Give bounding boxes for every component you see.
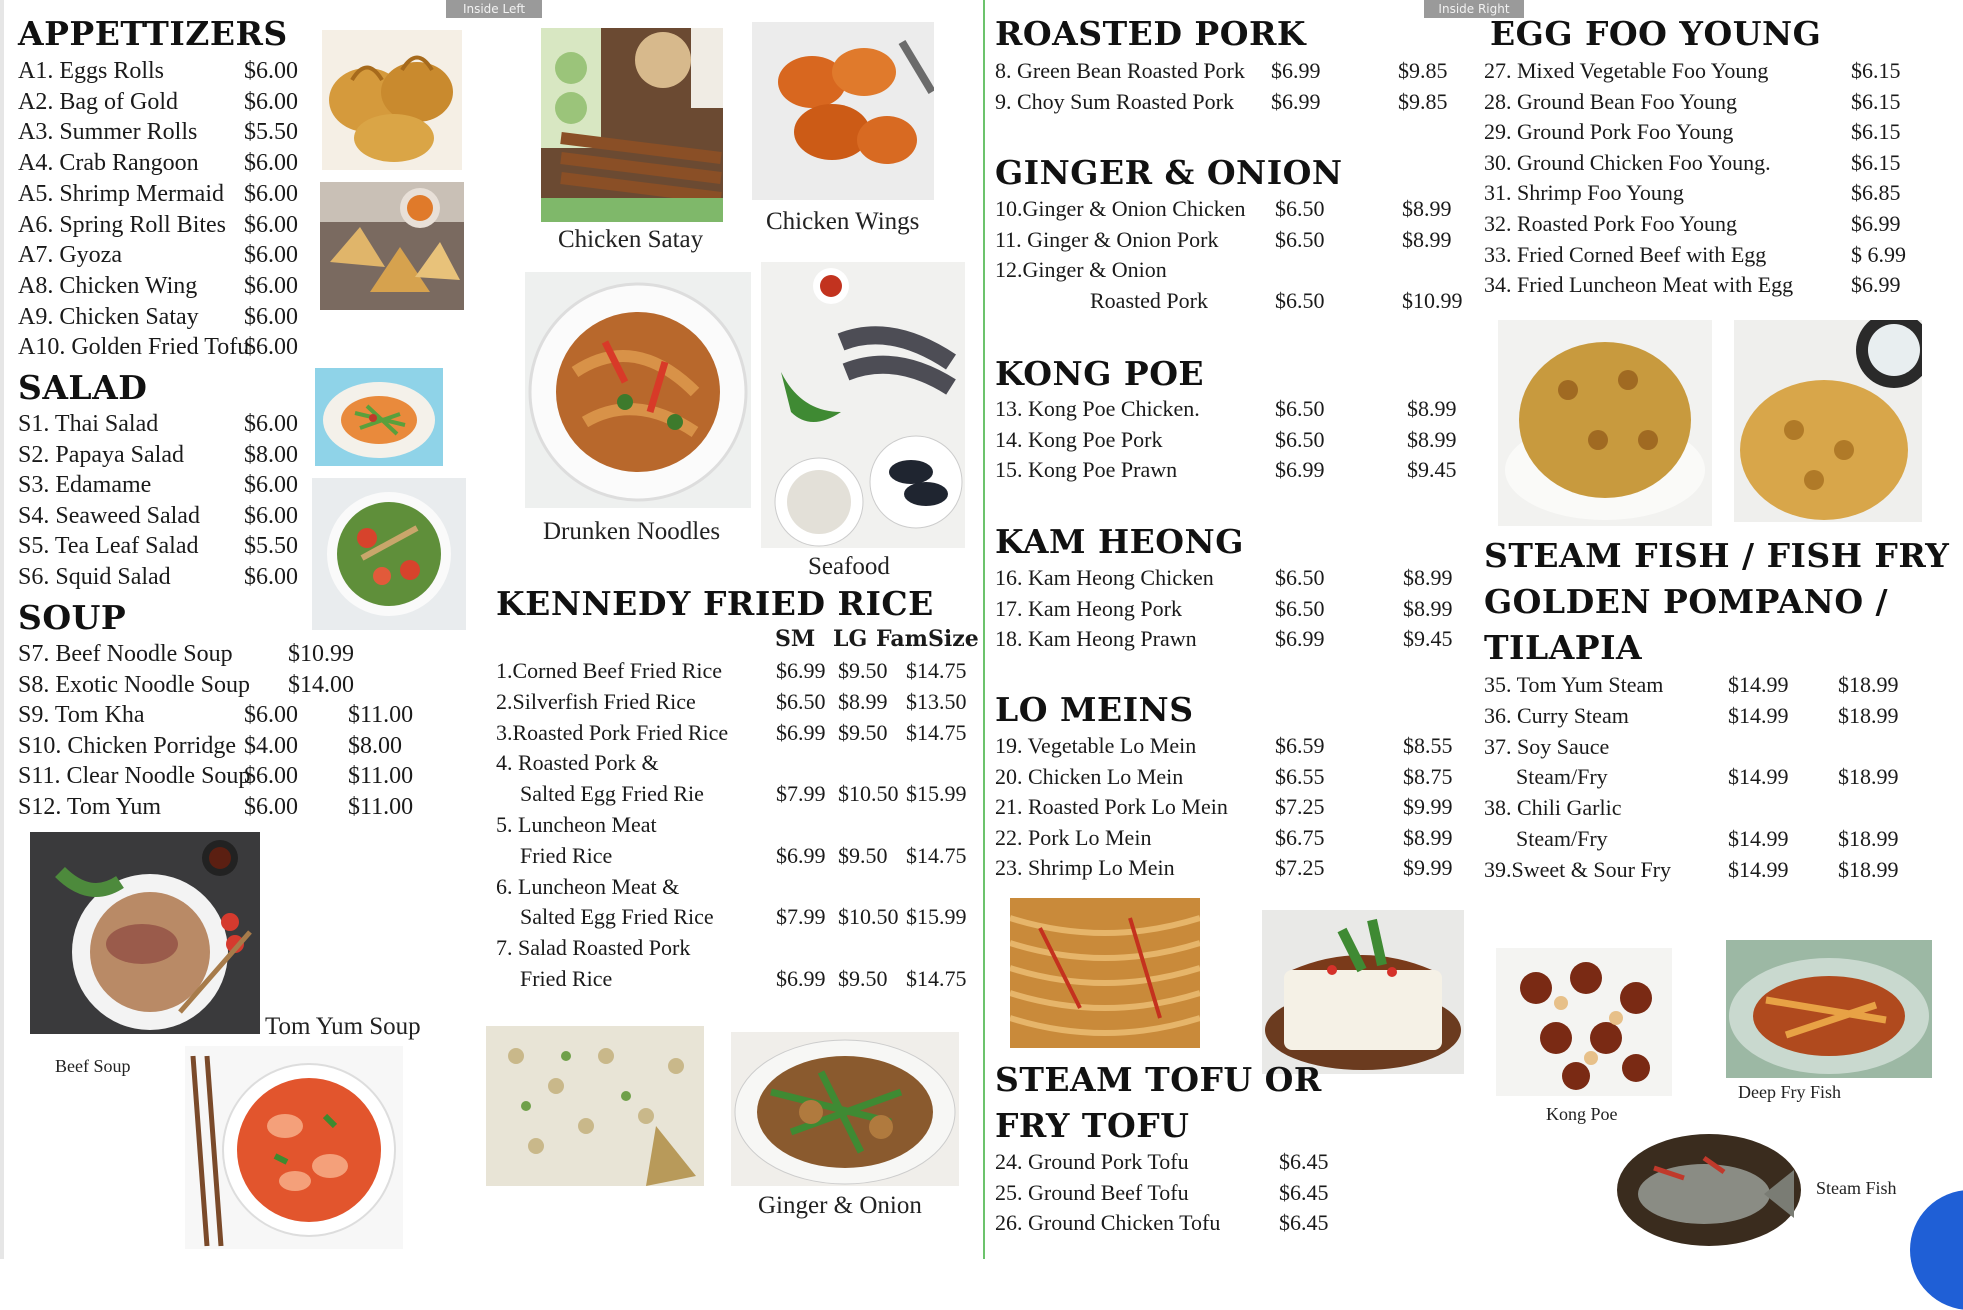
menu-item-name: S8. Exotic Noodle Soup	[18, 671, 250, 698]
menu-item-name: 34. Fried Luncheon Meat with Egg	[1484, 272, 1794, 298]
menu-item-price: $6.00	[244, 334, 298, 361]
menu-item-name: A4. Crab Rangoon	[18, 150, 199, 177]
menu-item-price: $6.00	[244, 411, 298, 437]
tom-yum-soup-photo	[30, 832, 260, 1034]
menu-item-name: 32. Roasted Pork Foo Young	[1484, 211, 1738, 236]
menu-item-price: $6.45	[1279, 1149, 1329, 1174]
menu-item-name: 8. Green Bean Roasted Pork	[995, 58, 1245, 83]
menu-item-price: $6.00	[244, 763, 298, 790]
chicken-wings-photo	[752, 22, 934, 200]
menu-item-name: A3. Summer Rolls	[18, 119, 198, 146]
menu-item-name: 7. Salad Roasted Pork	[496, 935, 691, 961]
price-famsize: $14.75	[906, 658, 967, 683]
menu-item-price: $5.50	[244, 533, 298, 560]
menu-item-name: 16. Kam Heong Chicken	[995, 565, 1214, 590]
price-large: $9.99	[1403, 794, 1453, 820]
menu-item-name: 14. Kong Poe Pork	[995, 426, 1163, 452]
soup-heading: SOUP	[18, 598, 127, 637]
price-small: $6.99	[1271, 88, 1321, 114]
price-sm: $7.99	[776, 781, 826, 807]
price-famsize: $14.75	[906, 842, 967, 868]
menu-item-price: $11.00	[348, 763, 414, 790]
price-large: $8.99	[1403, 565, 1453, 590]
price-small: $6.50	[1275, 396, 1325, 421]
price-large: $8.99	[1407, 426, 1457, 452]
steam-fish-caption: Steam Fish	[1816, 1178, 1897, 1198]
menu-item-name: 26. Ground Chicken Tofu	[995, 1210, 1221, 1236]
price-small: $6.50	[1275, 565, 1325, 590]
menu-item-name: S11. Clear Noodle Soup	[18, 763, 251, 790]
ginger-onion-heading: GINGER & ONION	[995, 153, 1343, 192]
menu-item-name: 20. Chicken Lo Mein	[995, 763, 1184, 789]
price-sm: $6.50	[776, 688, 826, 714]
fried-rice-photo	[486, 1026, 704, 1186]
menu-item-price: $4.00	[244, 732, 298, 759]
menu-item-price: $8.00	[348, 732, 402, 759]
fish-heading-line2: GOLDEN POMPANO /	[1484, 582, 1889, 621]
papaya-salad-photo	[312, 478, 466, 630]
menu-item-name: 12.Ginger & Onion	[995, 257, 1167, 283]
chicken-wings-caption: Chicken Wings	[766, 208, 920, 235]
menu-item-name: A6. Spring Roll Bites	[18, 211, 227, 238]
menu-item-name: 3.Roasted Pork Fried Rice	[496, 719, 729, 745]
price-lg: $9.50	[838, 966, 888, 991]
menu-item-name: 24. Ground Pork Tofu	[995, 1149, 1189, 1174]
salad-heading: SALAD	[18, 368, 148, 407]
menu-item-name: 29. Ground Pork Foo Young	[1484, 119, 1734, 145]
price-famsize: $13.50	[906, 688, 967, 714]
deep-fry-fish-photo	[1726, 940, 1932, 1078]
menu-item-name: A5. Shrimp Mermaid	[18, 180, 224, 207]
menu-item-price: $6.00	[244, 88, 298, 115]
menu-item-name: 33. Fried Corned Beef with Egg	[1484, 241, 1767, 267]
menu-item-price: $6.99	[1851, 211, 1901, 236]
price-small: $6.50	[1275, 287, 1325, 313]
price-large: $8.99	[1407, 396, 1457, 421]
kam-heong-heading: KAM HEONG	[995, 522, 1244, 561]
menu-item-name: S6. Squid Salad	[18, 564, 171, 590]
price-small: $14.99	[1728, 672, 1789, 697]
menu-item-price: $6.00	[244, 150, 298, 177]
menu-item-name: 6. Luncheon Meat &	[496, 873, 680, 899]
price-small: $6.99	[1271, 58, 1321, 83]
price-famsize: $15.99	[906, 904, 967, 930]
egg-foo-young-photo-1	[1498, 320, 1712, 526]
price-famsize: $14.75	[906, 966, 967, 991]
menu-item-name: 37. Soy Sauce	[1484, 733, 1610, 759]
price-large: $8.55	[1403, 733, 1453, 758]
fish-heading-line1: STEAM FISH / FISH FRY	[1484, 536, 1950, 575]
drunken-noodles-photo	[525, 272, 751, 508]
price-lg: $10.50	[838, 904, 899, 930]
menu-item-name: A2. Bag of Gold	[18, 88, 178, 115]
menu-item-name: 28. Ground Bean Foo Young	[1484, 88, 1738, 114]
menu-item-name: S2. Papaya Salad	[18, 441, 184, 468]
menu-item-price: $6.15	[1851, 58, 1901, 83]
menu-item-name: 27. Mixed Vegetable Foo Young	[1484, 58, 1769, 83]
menu-item-name: S4. Seaweed Salad	[18, 502, 200, 529]
menu-item-price: $8.00	[244, 441, 298, 468]
accent-circle	[1910, 1190, 1963, 1310]
price-small: $6.50	[1275, 595, 1325, 621]
price-large: $8.99	[1403, 595, 1453, 621]
menu-item-name: S12. Tom Yum	[18, 794, 162, 820]
menu-item-name: 25. Ground Beef Tofu	[995, 1179, 1189, 1205]
menu-item-price: $10.99	[288, 641, 354, 667]
menu-item-name: Steam/Fry	[1516, 764, 1608, 790]
menu-item-name: Roasted Pork	[1090, 287, 1208, 313]
price-small: $14.99	[1728, 826, 1789, 851]
menu-item-price: $6.15	[1851, 119, 1901, 145]
menu-item-name: S10. Chicken Porridge	[18, 732, 236, 759]
price-large: $8.99	[1402, 226, 1452, 252]
price-lg: $9.50	[838, 719, 888, 745]
price-small: $6.99	[1275, 626, 1325, 652]
price-sm: $6.99	[776, 719, 826, 745]
price-large: $9.85	[1398, 58, 1448, 83]
chicken-satay-caption: Chicken Satay	[558, 226, 704, 253]
page-left-edge	[0, 0, 4, 1259]
price-large: $18.99	[1838, 764, 1899, 790]
menu-item-price: $ 6.99	[1851, 241, 1906, 267]
menu-item-price: $6.00	[244, 564, 298, 590]
crab-rangoon-photo	[320, 182, 464, 310]
price-large: $18.99	[1838, 702, 1899, 728]
egg-foo-young-heading: EGG FOO YOUNG	[1490, 14, 1822, 53]
menu-item-name: S9. Tom Kha	[18, 702, 145, 729]
price-small: $6.50	[1275, 226, 1325, 252]
price-sm: $7.99	[776, 904, 826, 930]
menu-item-name: 18. Kam Heong Prawn	[995, 626, 1197, 652]
menu-item-name: S5. Tea Leaf Salad	[18, 533, 199, 560]
menu-item-name: 35. Tom Yum Steam	[1484, 672, 1664, 697]
menu-item-name: 23. Shrimp Lo Mein	[995, 855, 1175, 881]
seafood-photo	[761, 262, 965, 548]
price-small: $14.99	[1728, 856, 1789, 882]
tofu-heading-line2: FRY TOFU	[995, 1106, 1190, 1145]
lo-mein-photo	[1010, 898, 1200, 1048]
fried-rice-header-famsize: FamSize	[876, 626, 979, 652]
menu-item-name: Salted Egg Fried Rie	[520, 781, 704, 807]
menu-item-name: 22. Pork Lo Mein	[995, 824, 1152, 850]
menu-item-price: $6.00	[244, 472, 298, 499]
price-famsize: $15.99	[906, 781, 967, 807]
price-small: $14.99	[1728, 702, 1789, 728]
menu-item-name: 17. Kam Heong Pork	[995, 595, 1182, 621]
menu-item-name: A8. Chicken Wing	[18, 272, 198, 299]
menu-item-name: S1. Thai Salad	[18, 411, 159, 437]
tab-inside-left[interactable]: Inside Left	[446, 0, 542, 18]
kong-poe-caption: Kong Poe	[1546, 1104, 1618, 1124]
price-large: $8.75	[1403, 763, 1453, 789]
price-large: $8.99	[1403, 824, 1453, 850]
menu-item-name: 10.Ginger & Onion Chicken	[995, 196, 1246, 221]
price-lg: $8.99	[838, 688, 888, 714]
thai-salad-photo	[315, 368, 443, 466]
menu-item-name: A9. Chicken Satay	[18, 303, 199, 330]
fried-rice-heading: KENNEDY FRIED RICE	[496, 584, 934, 623]
price-large: $9.85	[1398, 88, 1448, 114]
price-lg: $9.50	[838, 658, 888, 683]
price-small: $6.50	[1275, 196, 1325, 221]
ginger-onion-caption: Ginger & Onion	[758, 1192, 922, 1219]
menu-item-price: $6.99	[1851, 272, 1901, 298]
menu-item-name: 39.Sweet & Sour Fry	[1484, 856, 1671, 882]
menu-item-price: $6.00	[244, 242, 298, 269]
menu-item-name: 30. Ground Chicken Foo Young.	[1484, 149, 1771, 175]
menu-item-name: S7. Beef Noodle Soup	[18, 641, 233, 667]
menu-item-name: Fried Rice	[520, 842, 613, 868]
price-famsize: $14.75	[906, 719, 967, 745]
menu-item-name: 38. Chili Garlic	[1484, 795, 1622, 821]
price-lg: $9.50	[838, 842, 888, 868]
menu-item-name: A10. Golden Fried Tofu	[18, 334, 250, 361]
menu-item-name: Salted Egg Fried Rice	[520, 904, 714, 930]
menu-item-price: $6.45	[1279, 1210, 1329, 1236]
menu-item-price: $6.15	[1851, 88, 1901, 114]
appetizers-heading: APPETTIZERS	[18, 14, 288, 53]
menu-item-price: $6.00	[244, 502, 298, 529]
menu-item-price: $6.00	[244, 272, 298, 299]
price-small: $7.25	[1275, 794, 1325, 820]
price-large: $9.45	[1407, 457, 1457, 483]
fried-rice-header-lg: LG	[833, 626, 868, 652]
menu-item-name: 2.Silverfish Fried Rice	[496, 688, 696, 714]
menu-item-name: Steam/Fry	[1516, 826, 1608, 851]
menu-item-price: $6.45	[1279, 1179, 1329, 1205]
price-large: $18.99	[1838, 826, 1899, 851]
price-small: $6.75	[1275, 824, 1325, 850]
price-large: $9.45	[1403, 626, 1453, 652]
kong-poe-heading: KONG POE	[995, 354, 1205, 393]
price-small: $14.99	[1728, 764, 1789, 790]
fried-rice-header-sm: SM	[775, 626, 816, 652]
beef-soup-caption: Beef Soup	[55, 1056, 131, 1076]
menu-item-name: 9. Choy Sum Roasted Pork	[995, 88, 1234, 114]
seafood-caption: Seafood	[808, 553, 890, 580]
menu-item-name: 36. Curry Steam	[1484, 702, 1629, 728]
menu-item-price: $6.15	[1851, 149, 1901, 175]
menu-item-price: $11.00	[348, 702, 414, 729]
menu-item-name: 4. Roasted Pork &	[496, 750, 659, 776]
price-sm: $6.99	[776, 842, 826, 868]
kong-poe-photo	[1496, 948, 1672, 1096]
menu-item-price: $6.00	[244, 58, 298, 84]
price-small: $6.99	[1275, 457, 1325, 483]
fish-heading-line3: TILAPIA	[1484, 628, 1643, 667]
price-sm: $6.99	[776, 966, 826, 991]
price-large: $8.99	[1402, 196, 1452, 221]
deep-fry-fish-caption: Deep Fry Fish	[1738, 1082, 1841, 1102]
menu-item-name: 15. Kong Poe Prawn	[995, 457, 1178, 483]
price-large: $18.99	[1838, 856, 1899, 882]
menu-item-name: 5. Luncheon Meat	[496, 812, 657, 837]
menu-item-name: 1.Corned Beef Fried Rice	[496, 658, 723, 683]
price-small: $6.55	[1275, 763, 1325, 789]
tom-yum-soup-caption: Tom Yum Soup	[265, 1013, 421, 1040]
price-sm: $6.99	[776, 658, 826, 683]
roasted-pork-heading: ROASTED PORK	[995, 14, 1307, 53]
lo-meins-heading: LO MEINS	[995, 690, 1194, 729]
price-lg: $10.50	[838, 781, 899, 807]
menu-item-name: 31. Shrimp Foo Young	[1484, 180, 1684, 206]
menu-item-price: $14.00	[288, 671, 354, 698]
menu-item-name: A7. Gyoza	[18, 242, 122, 269]
steam-tofu-photo	[1262, 910, 1464, 1074]
menu-item-name: 11. Ginger & Onion Pork	[995, 226, 1219, 252]
price-small: $6.50	[1275, 426, 1325, 452]
price-large: $9.99	[1403, 855, 1453, 881]
menu-item-name: A1. Eggs Rolls	[18, 58, 165, 84]
page-divider	[983, 0, 985, 1259]
menu-item-price: $6.85	[1851, 180, 1901, 206]
ginger-onion-photo	[731, 1032, 959, 1186]
menu-item-name: Fried Rice	[520, 966, 613, 991]
menu-item-name: 13. Kong Poe Chicken.	[995, 396, 1200, 421]
price-large: $18.99	[1838, 672, 1899, 697]
egg-foo-young-photo-2	[1734, 320, 1922, 522]
price-small: $6.59	[1275, 733, 1325, 758]
price-small: $7.25	[1275, 855, 1325, 881]
price-large: $10.99	[1402, 287, 1463, 313]
tab-inside-right[interactable]: Inside Right	[1424, 0, 1524, 18]
bag-of-gold-photo	[322, 30, 462, 170]
menu-item-price: $11.00	[348, 794, 414, 820]
menu-item-name: S3. Edamame	[18, 472, 152, 499]
menu-item-price: $5.50	[244, 119, 298, 146]
menu-item-name: 19. Vegetable Lo Mein	[995, 733, 1197, 758]
chicken-satay-photo	[541, 28, 723, 222]
menu-item-price: $6.00	[244, 794, 298, 820]
drunken-noodles-caption: Drunken Noodles	[543, 518, 721, 545]
tofu-heading-line1: STEAM TOFU OR	[995, 1060, 1322, 1099]
menu-item-price: $6.00	[244, 303, 298, 330]
menu-item-price: $6.00	[244, 211, 298, 238]
menu-item-price: $6.00	[244, 702, 298, 729]
menu-item-price: $6.00	[244, 180, 298, 207]
beef-soup-photo	[185, 1046, 403, 1249]
steam-fish-photo	[1614, 1128, 1804, 1250]
menu-item-name: 21. Roasted Pork Lo Mein	[995, 794, 1228, 820]
